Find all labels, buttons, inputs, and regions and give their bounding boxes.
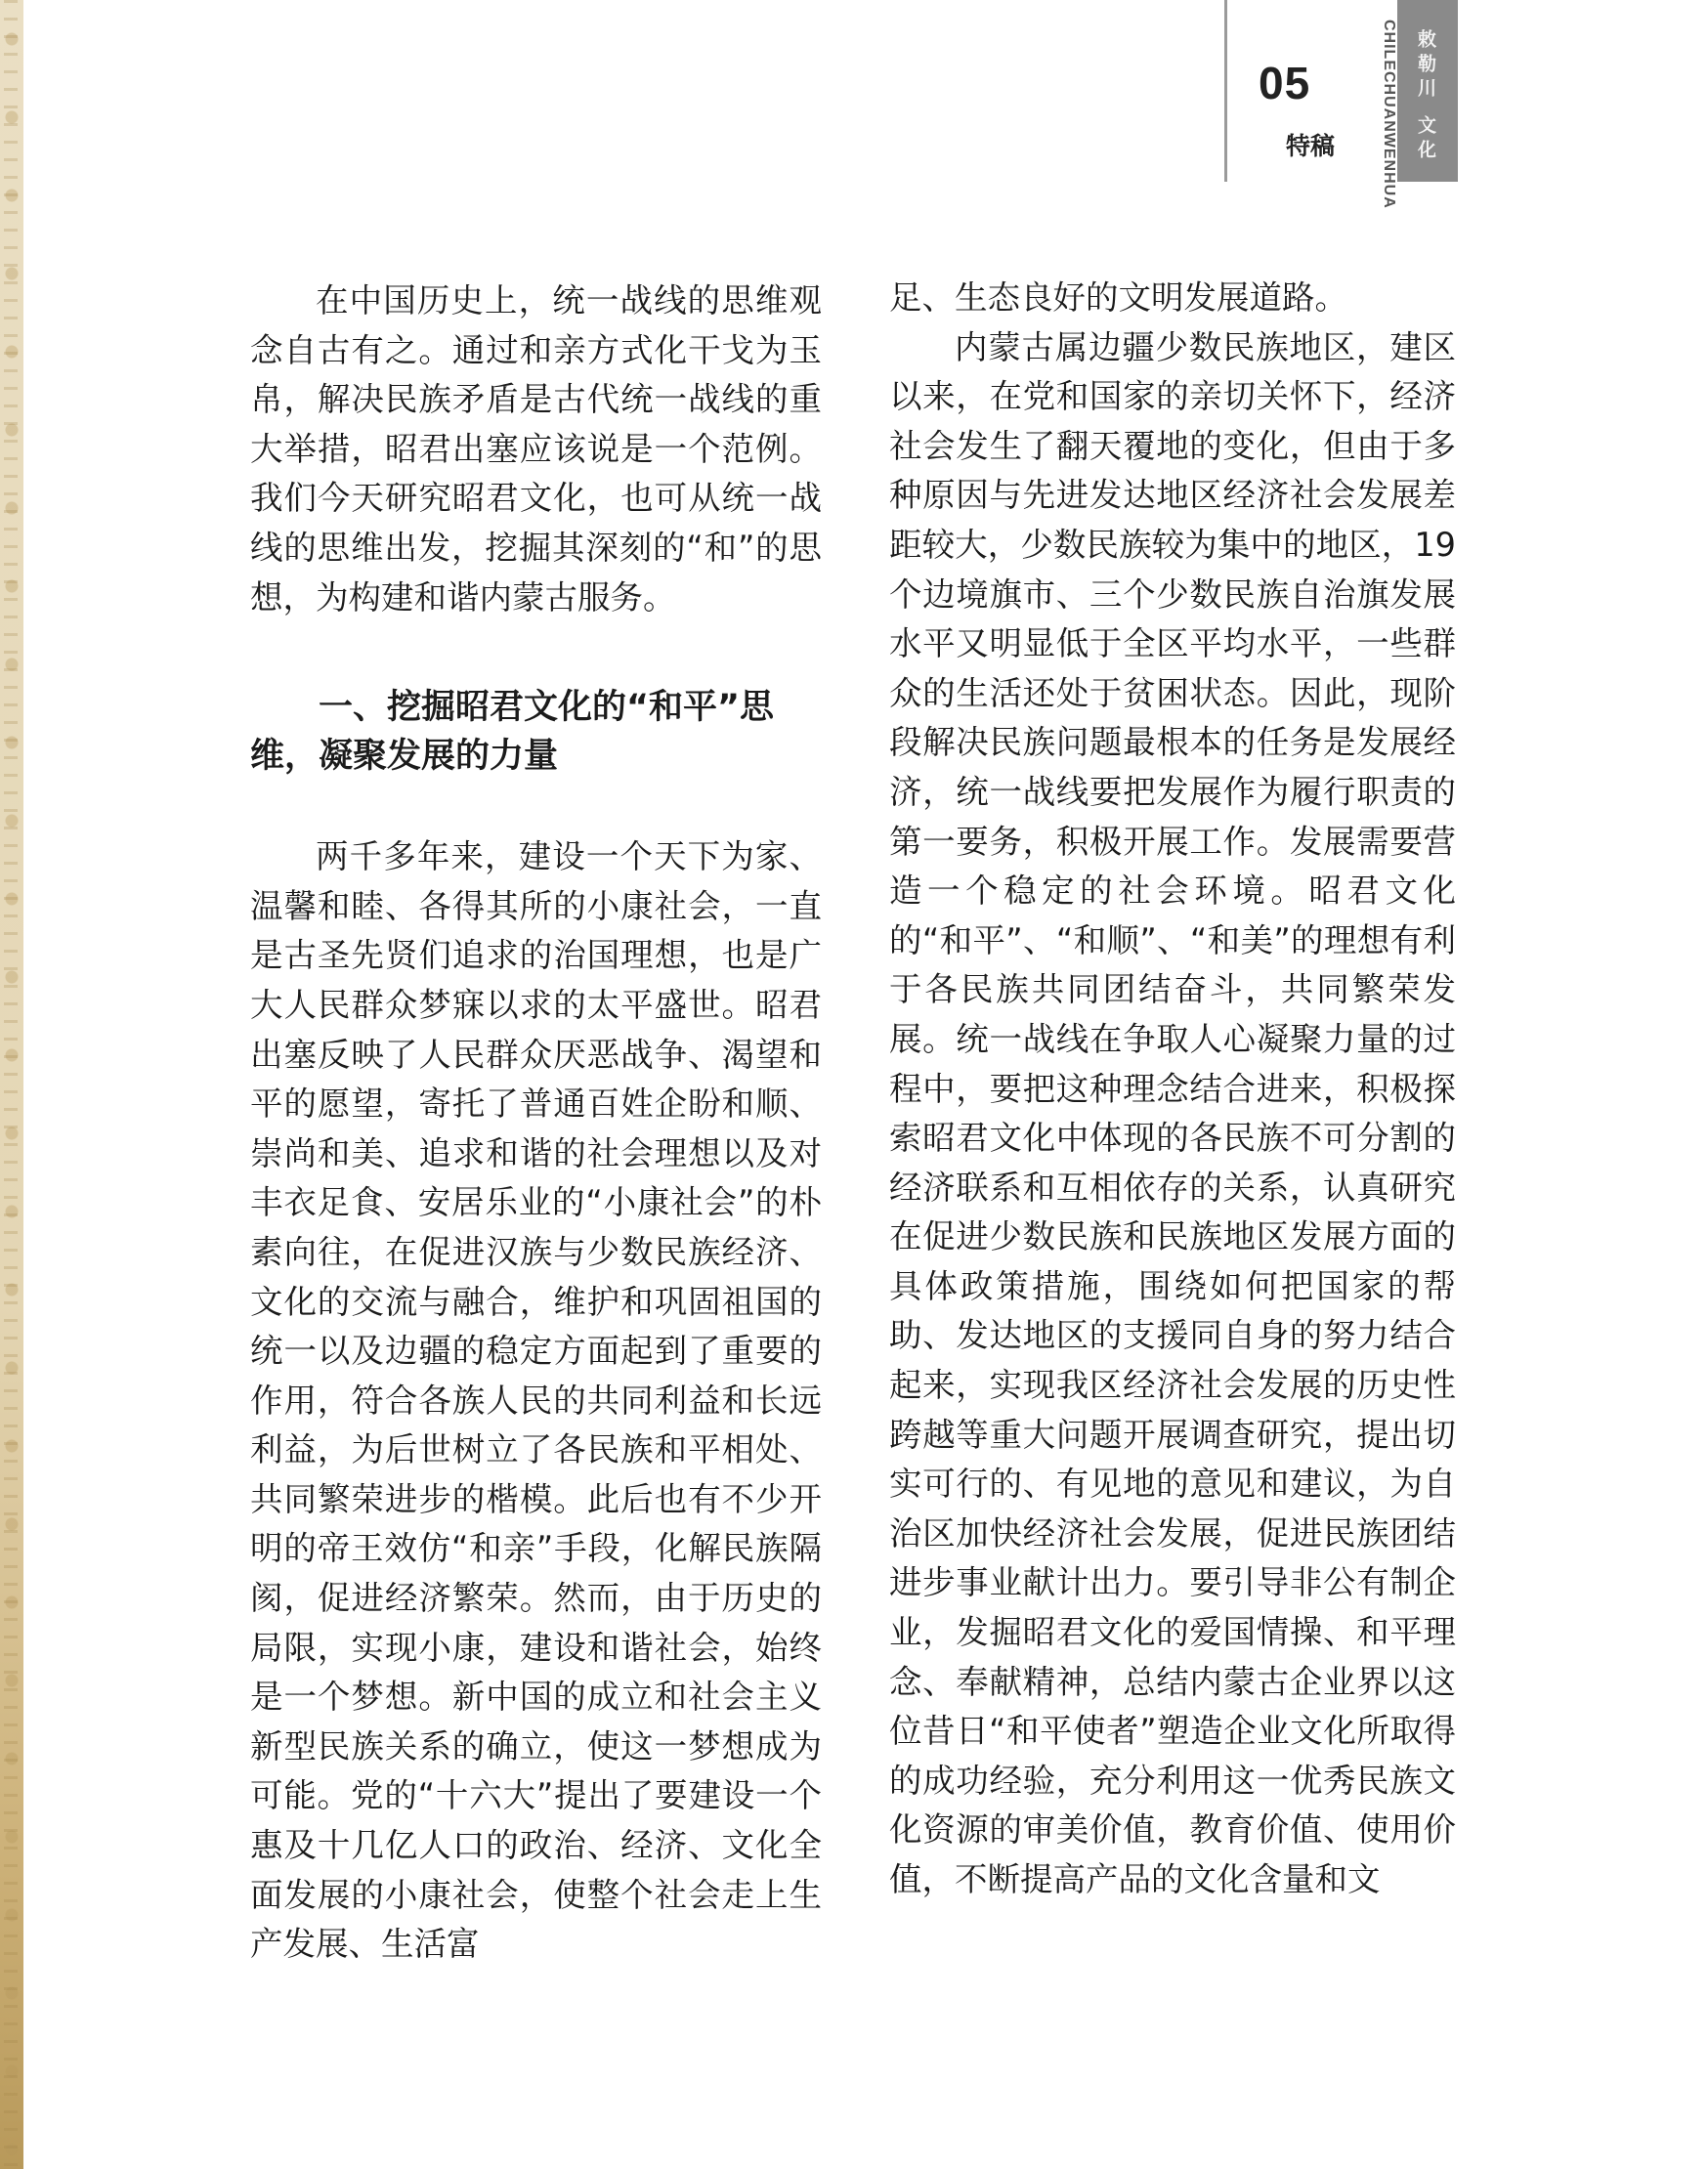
section-heading: 一、挖掘昭君文化的“和平”思维，凝聚发展的力量 (250, 688, 775, 777)
body-paragraph-1: 两千多年来，建设一个天下为家、温馨和睦、各得其所的小康社会，一直是古圣先贤们追求的治国理想，也是广大人民群众梦寐以求的太平盛世。昭君出塞反映了人民群众厌恶战争、渴望和平的愿望，寄托了普通百姓企盼和顺、崇尚和美、追求和谐的社会理想以及对丰衣足食、安居乐业的“小康社会”的朴素向往，在促进汉族与少数民族经济、文化的交流与融合，维护和巩固祖国的统一以及边疆的稳定方面起到了重要的作用，符合各族人民的共同利益和长远利益，为后世树立了各民族和平相处、共同繁荣进步的楷模。此后也有不少开明的帝王效仿“和亲”手段，化解民族隔阂，促进经济繁荣。然而，由于历史的局限，实现小康，建设和谐社会，始终是一个梦想。新中国的成立和社会主义新型民族关系的确立，使这一梦想成为可能。党的“十六大”提出了要建设一个惠及十几亿人口的政治、经济、文化全面发展的小康社会，使整个社会走上生产发展、生活富 (250, 837, 822, 1964)
border-pattern (4, 0, 18, 2169)
header-divider (1224, 0, 1227, 182)
intro-paragraph: 在中国历史上，统一战线的思维观念自古有之。通过和亲方式化干戈为玉帛，解决民族矛盾是古代统一战线的重大举措，昭君出塞应该说是一个范例。我们今天研究昭君文化，也可从统一战线的思维出发，挖掘其深刻的“和”的思想，为构建和谐内蒙古服务。 (250, 281, 822, 617)
brand-roman-text: CHILECHUANWENHUA (1381, 20, 1397, 209)
right-column (889, 274, 1456, 1905)
brand-chinese-text: 敕勒川 文化 (1415, 29, 1436, 164)
continued-paragraph: 足、生态良好的文明发展道路。 (889, 278, 1347, 317)
decorative-border (0, 0, 23, 2169)
body-paragraph-2: 内蒙古属边疆少数民族地区，建区以来，在党和国家的亲切关怀下，经济社会发生了翻天覆地的变化，但由于多种原因与先进发达地区经济社会发展差距较大，少数民族较为集中的地区，19个边境旗市、三个少数民族自治旗发展水平又明显低于全区平均水平，一些群众的生活还处于贫困状态。因此，现阶段解决民族问题最根本的任务是发展经济，统一战线要把发展作为履行职责的第一要务，积极开展工作。发展需要营造一个稳定的社会环境。昭君文化的“和平”、“和顺”、“和美”的理想有利于各民族共同团结奋斗，共同繁荣发展。统一战线在争取人心凝聚力量的过程中，要把这种理念结合进来，积极探索昭君文化中体现的各民族不可分割的经济联系和互相依存的关系，认真研究在促进少数民族和民族地区发展方面的具体政策措施，围绕如何把国家的帮助、发达地区的支援同自身的努力结合起来，实现我区经济社会发展的历史性跨越等重大问题开展调查研究，提出切实可行的、有见地的意见和建议，为自治区加快经济社会发展，促进民族团结进步事业献计出力。要引导非公有制企业，发掘昭君文化的爱国情操、和平理念、奉献精神，总结内蒙古企业界以这位昔日“和平使者”塑造企业文化所取得的成功经验，充分利用这一优秀民族文化资源的审美价值，教育价值、使用价值，不断提高产品的文化含量和文 (889, 327, 1456, 1898)
section-label: 特稿 (1286, 132, 1336, 160)
page-number: 05 (1259, 58, 1311, 108)
left-column (250, 276, 822, 1970)
